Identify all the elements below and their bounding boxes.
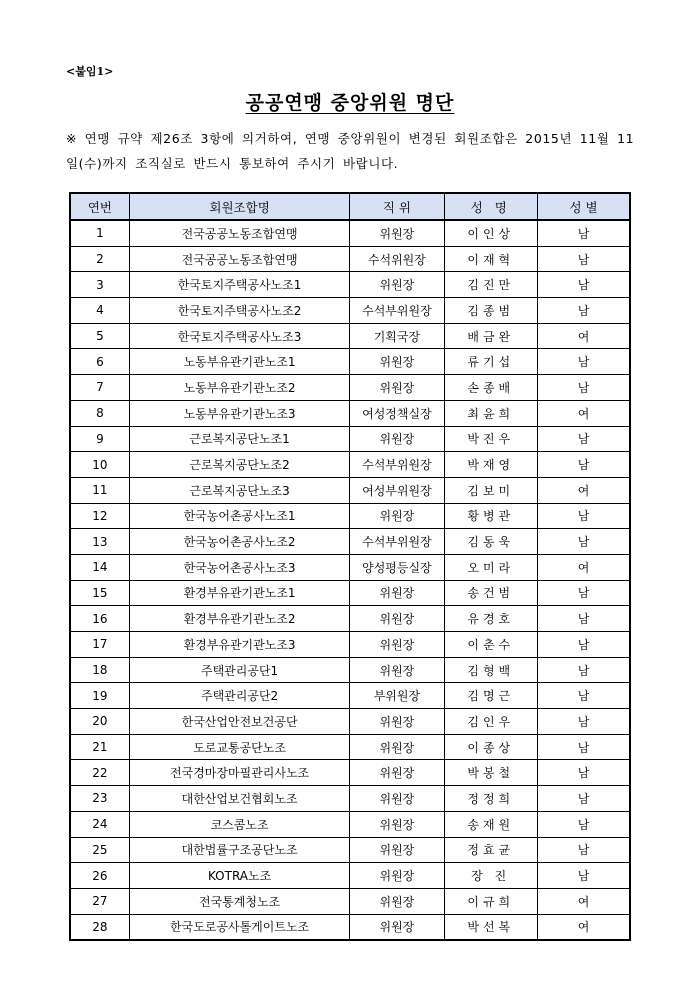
cell-union-name: 근로복지공단노조2 [129, 452, 349, 478]
cell-member-name: 최윤희 [444, 400, 538, 426]
cell-member-name: 손종배 [444, 375, 538, 401]
cell-position: 수석부위원장 [350, 452, 444, 478]
cell-member-name: 김형백 [444, 657, 538, 683]
cell-gender: 남 [538, 760, 631, 786]
cell-gender: 남 [538, 298, 631, 324]
cell-serial-number: 21 [70, 734, 129, 760]
table-row [70, 683, 630, 709]
notice-text: ※ 연맹 규약 제26조 3항에 의거하여, 연맹 중앙위원이 변경된 회원조합은 2015년 11월 11일(수)까지 조직실로 반드시 통보하여 주시기 바랍니다. [66, 131, 635, 171]
cell-member-name: 배금완 [444, 323, 538, 349]
cell-position: 위원장 [350, 426, 444, 452]
attachment-label: <붙임1> [66, 65, 114, 78]
cell-serial-number: 19 [70, 683, 129, 709]
cell-serial-number: 27 [70, 888, 129, 914]
cell-union-name: 노동부유관기관노조1 [129, 349, 349, 375]
column-header-union-name: 회원조합명 [129, 193, 349, 220]
cell-serial-number: 9 [70, 426, 129, 452]
cell-serial-number: 25 [70, 837, 129, 863]
cell-gender: 여 [538, 888, 631, 914]
cell-serial-number: 14 [70, 554, 129, 580]
cell-member-name: 김인우 [444, 709, 538, 735]
table-row [70, 452, 630, 478]
cell-gender: 여 [538, 477, 631, 503]
cell-gender: 남 [538, 529, 631, 555]
cell-member-name: 유경호 [444, 606, 538, 632]
column-header-member-name: 성 명 [444, 193, 538, 220]
committee-roster-table [69, 192, 631, 941]
cell-union-name: 전국공공노동조합연맹 [129, 220, 349, 246]
cell-member-name: 박선복 [444, 914, 538, 940]
cell-member-name: 장 진 [444, 863, 538, 889]
header-row [70, 193, 630, 220]
cell-serial-number: 20 [70, 709, 129, 735]
cell-serial-number: 5 [70, 323, 129, 349]
cell-position: 위원장 [350, 760, 444, 786]
cell-member-name: 황병관 [444, 503, 538, 529]
cell-position: 수석부위원장 [350, 529, 444, 555]
cell-position: 위원장 [350, 606, 444, 632]
cell-member-name: 이춘수 [444, 632, 538, 658]
cell-member-name: 송건범 [444, 580, 538, 606]
table-row [70, 632, 630, 658]
cell-position: 위원장 [350, 503, 444, 529]
cell-position: 위원장 [350, 220, 444, 246]
cell-gender: 남 [538, 632, 631, 658]
cell-serial-number: 6 [70, 349, 129, 375]
cell-member-name: 김동욱 [444, 529, 538, 555]
table-body [70, 220, 630, 940]
cell-position: 수석부위원장 [350, 298, 444, 324]
cell-member-name: 이인상 [444, 220, 538, 246]
table-row [70, 760, 630, 786]
table-row [70, 734, 630, 760]
cell-gender: 여 [538, 323, 631, 349]
cell-position: 수석위원장 [350, 246, 444, 272]
cell-serial-number: 8 [70, 400, 129, 426]
table-row [70, 786, 630, 812]
cell-serial-number: 10 [70, 452, 129, 478]
cell-union-name: 한국산업안전보건공단 [129, 709, 349, 735]
cell-member-name: 이재혁 [444, 246, 538, 272]
cell-union-name: 도로교통공단노조 [129, 734, 349, 760]
cell-member-name: 김종범 [444, 298, 538, 324]
table-row [70, 811, 630, 837]
cell-union-name: 한국토지주택공사노조2 [129, 298, 349, 324]
cell-serial-number: 12 [70, 503, 129, 529]
table-row [70, 657, 630, 683]
cell-member-name: 박봉철 [444, 760, 538, 786]
table-row [70, 837, 630, 863]
cell-member-name: 송재원 [444, 811, 538, 837]
cell-union-name: KOTRA노조 [129, 863, 349, 889]
cell-member-name: 정효균 [444, 837, 538, 863]
table-row [70, 220, 630, 246]
cell-union-name: 주택관리공단1 [129, 657, 349, 683]
cell-union-name: 코스콤노조 [129, 811, 349, 837]
cell-union-name: 대한법률구조공단노조 [129, 837, 349, 863]
cell-position: 양성평등실장 [350, 554, 444, 580]
cell-member-name: 정정희 [444, 786, 538, 812]
cell-member-name: 류기섭 [444, 349, 538, 375]
cell-position: 위원장 [350, 786, 444, 812]
cell-union-name: 전국경마장마필관리사노조 [129, 760, 349, 786]
table-row [70, 426, 630, 452]
cell-serial-number: 4 [70, 298, 129, 324]
cell-gender: 남 [538, 452, 631, 478]
cell-gender: 남 [538, 246, 631, 272]
cell-union-name: 주택관리공단2 [129, 683, 349, 709]
cell-position: 위원장 [350, 914, 444, 940]
cell-serial-number: 1 [70, 220, 129, 246]
cell-position: 부위원장 [350, 683, 444, 709]
table-row [70, 914, 630, 940]
cell-position: 위원장 [350, 863, 444, 889]
cell-serial-number: 24 [70, 811, 129, 837]
cell-gender: 남 [538, 786, 631, 812]
cell-serial-number: 15 [70, 580, 129, 606]
cell-position: 위원장 [350, 632, 444, 658]
cell-member-name: 박재영 [444, 452, 538, 478]
cell-serial-number: 26 [70, 863, 129, 889]
table-row [70, 375, 630, 401]
cell-serial-number: 3 [70, 272, 129, 298]
cell-gender: 남 [538, 580, 631, 606]
cell-member-name: 김보미 [444, 477, 538, 503]
cell-position: 위원장 [350, 375, 444, 401]
document-title-text: 공공연맹 중앙위원 명단 [245, 92, 455, 114]
cell-union-name: 한국토지주택공사노조1 [129, 272, 349, 298]
cell-serial-number: 28 [70, 914, 129, 940]
cell-member-name: 오미라 [444, 554, 538, 580]
cell-position: 위원장 [350, 734, 444, 760]
cell-position: 위원장 [350, 709, 444, 735]
cell-member-name: 박진우 [444, 426, 538, 452]
cell-position: 위원장 [350, 811, 444, 837]
column-header-serial-number: 연번 [70, 193, 129, 220]
cell-union-name: 한국도로공사톨게이트노조 [129, 914, 349, 940]
table-row [70, 477, 630, 503]
cell-position: 위원장 [350, 580, 444, 606]
table-row [70, 606, 630, 632]
cell-gender: 남 [538, 426, 631, 452]
cell-member-name: 김진만 [444, 272, 538, 298]
cell-union-name: 환경부유관기관노조3 [129, 632, 349, 658]
table-row [70, 298, 630, 324]
table-row [70, 272, 630, 298]
cell-serial-number: 13 [70, 529, 129, 555]
cell-position: 기획국장 [350, 323, 444, 349]
cell-gender: 남 [538, 837, 631, 863]
cell-position: 위원장 [350, 272, 444, 298]
cell-member-name: 이규희 [444, 888, 538, 914]
cell-gender: 남 [538, 606, 631, 632]
table-row [70, 863, 630, 889]
table-row [70, 349, 630, 375]
table-header [70, 193, 630, 220]
cell-gender: 남 [538, 272, 631, 298]
table-row [70, 709, 630, 735]
cell-gender: 남 [538, 375, 631, 401]
cell-gender: 남 [538, 503, 631, 529]
cell-union-name: 한국농어촌공사노조3 [129, 554, 349, 580]
cell-serial-number: 2 [70, 246, 129, 272]
cell-union-name: 환경부유관기관노조2 [129, 606, 349, 632]
cell-gender: 남 [538, 657, 631, 683]
cell-union-name: 대한산업보건협회노조 [129, 786, 349, 812]
cell-gender: 남 [538, 863, 631, 889]
cell-member-name: 김명근 [444, 683, 538, 709]
table-row [70, 400, 630, 426]
cell-member-name: 이종상 [444, 734, 538, 760]
cell-gender: 여 [538, 914, 631, 940]
cell-position: 여성정책실장 [350, 400, 444, 426]
cell-union-name: 노동부유관기관노조3 [129, 400, 349, 426]
cell-gender: 남 [538, 734, 631, 760]
cell-gender: 여 [538, 554, 631, 580]
cell-position: 위원장 [350, 837, 444, 863]
document-title [0, 88, 700, 115]
table-row [70, 246, 630, 272]
cell-union-name: 환경부유관기관노조1 [129, 580, 349, 606]
table-row [70, 529, 630, 555]
cell-union-name: 근로복지공단노조1 [129, 426, 349, 452]
table-row [70, 323, 630, 349]
cell-union-name: 근로복지공단노조3 [129, 477, 349, 503]
cell-gender: 남 [538, 220, 631, 246]
cell-union-name: 노동부유관기관노조2 [129, 375, 349, 401]
table-row [70, 503, 630, 529]
cell-union-name: 한국토지주택공사노조3 [129, 323, 349, 349]
cell-serial-number: 16 [70, 606, 129, 632]
cell-gender: 남 [538, 349, 631, 375]
cell-serial-number: 7 [70, 375, 129, 401]
cell-union-name: 전국통계청노조 [129, 888, 349, 914]
cell-position: 위원장 [350, 349, 444, 375]
cell-position: 여성부위원장 [350, 477, 444, 503]
column-header-position: 직 위 [350, 193, 444, 220]
cell-serial-number: 11 [70, 477, 129, 503]
table-row [70, 554, 630, 580]
column-header-gender: 성 별 [538, 193, 631, 220]
cell-union-name: 한국농어촌공사노조2 [129, 529, 349, 555]
cell-serial-number: 17 [70, 632, 129, 658]
cell-union-name: 전국공공노동조합연맹 [129, 246, 349, 272]
table-row [70, 580, 630, 606]
cell-union-name: 한국농어촌공사노조1 [129, 503, 349, 529]
cell-serial-number: 23 [70, 786, 129, 812]
cell-gender: 남 [538, 811, 631, 837]
table-row [70, 888, 630, 914]
cell-serial-number: 22 [70, 760, 129, 786]
cell-gender: 남 [538, 709, 631, 735]
cell-position: 위원장 [350, 888, 444, 914]
cell-gender: 남 [538, 683, 631, 709]
cell-serial-number: 18 [70, 657, 129, 683]
cell-gender: 여 [538, 400, 631, 426]
cell-position: 위원장 [350, 657, 444, 683]
